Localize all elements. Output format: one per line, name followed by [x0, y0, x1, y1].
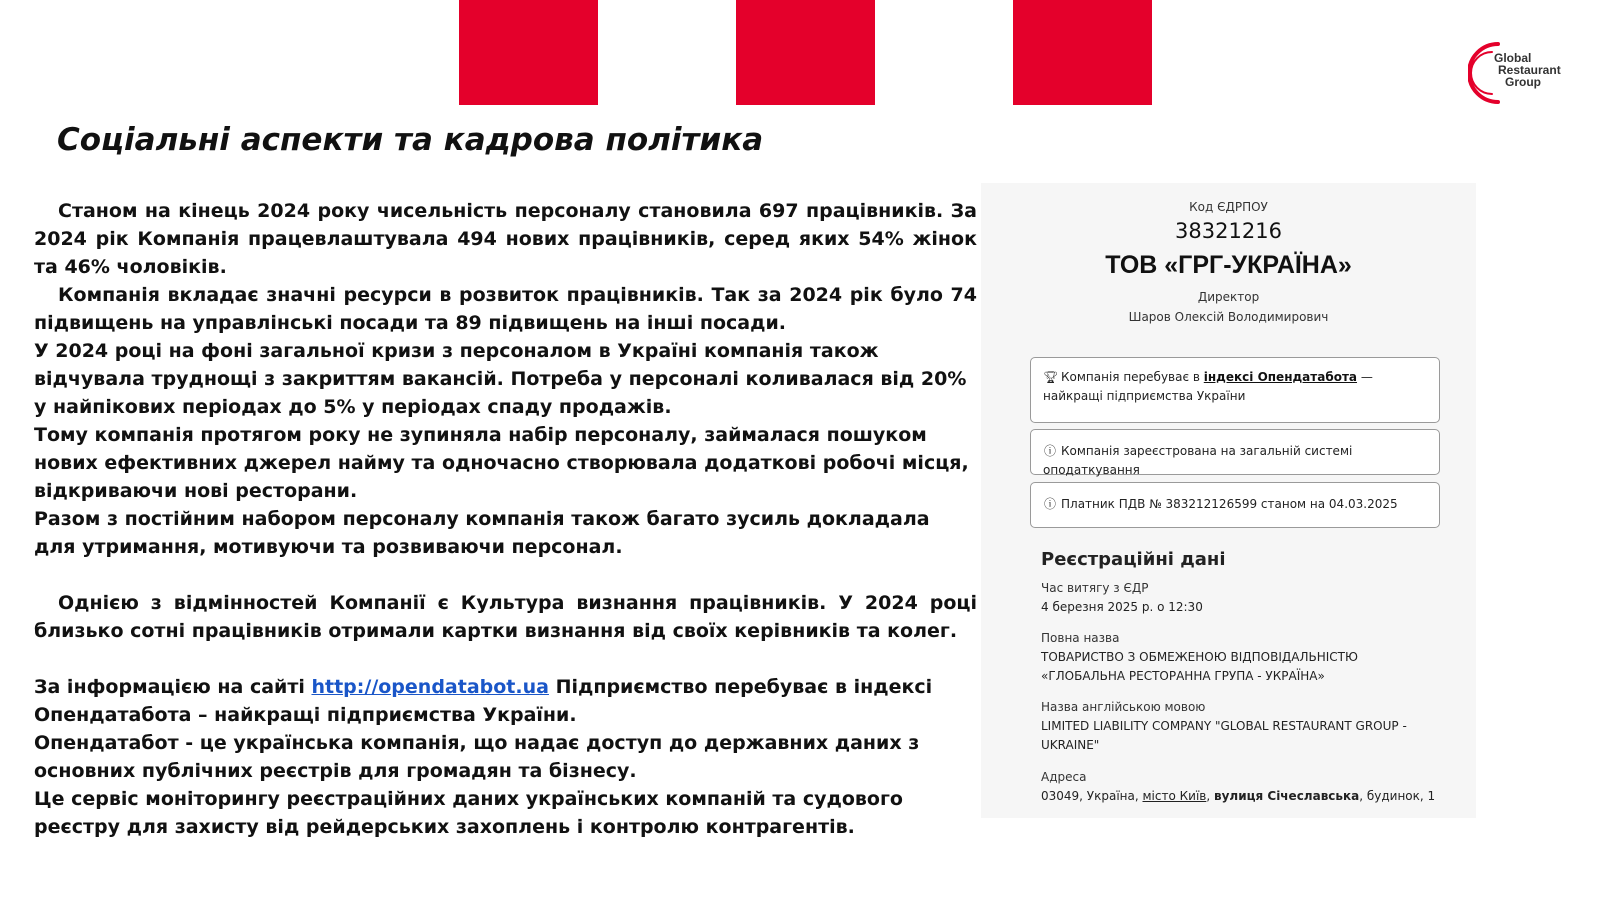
- company-registry-card: [981, 183, 1476, 818]
- opendatabot-index-link[interactable]: індексі Опендатабота: [1203, 370, 1358, 384]
- field-label: Адреса: [1041, 770, 1087, 784]
- paragraph-crisis: У 2024 році на фоні загальної кризи з персоналом в Україні компанія також відчувала труднощі з закриттям вакансій. Потреба у персоналі коливалася від 20% у найпікових періодах до 5% у періодах спаду продажів.: [34, 340, 967, 418]
- paragraph-opendatabot-suffix: Підприємство перебуває в індексі Опендатабота – найкращі підприємства України.: [34, 676, 933, 726]
- field-label: Час витягу з ЄДР: [1041, 581, 1149, 595]
- field-value: [1041, 787, 1461, 806]
- address-city-link[interactable]: місто Київ: [1142, 789, 1207, 803]
- notice-vat-payer: [1030, 482, 1440, 528]
- logo-line-1: Global: [1494, 51, 1532, 65]
- notice-opendatabot-index: [1030, 357, 1440, 423]
- notice-text-pre: Компанія перебуває в: [1061, 370, 1204, 384]
- field-label: Повна назва: [1041, 631, 1120, 645]
- logo-wordmark: [1494, 52, 1578, 88]
- edrpou-code: 38321216: [1175, 219, 1282, 243]
- field-address: [1041, 768, 1461, 806]
- paragraph-retention: Разом з постійним набором персоналу компанія також багато зусиль докладала для утримання, мотивуючи та розвиваючи персонал.: [34, 508, 930, 558]
- paragraph-opendatabot-prefix: За інформацією на сайті: [34, 676, 312, 698]
- address-prefix: 03049, Україна,: [1041, 789, 1143, 803]
- page-title: Соціальні аспекти та кадрова політика: [57, 122, 764, 158]
- paragraph-staff-count: Станом на кінець 2024 року чисельність персоналу становила 697 працівників. За 2024 рік Компанія працевлаштувала 494 нових працівників, серед яких 54% жінок та 46% чоловіків.: [34, 200, 977, 278]
- global-restaurant-group-logo: [1468, 40, 1578, 108]
- address-building: , будинок, 1: [1359, 789, 1436, 803]
- address-street: вулиця Січеславська: [1214, 789, 1360, 803]
- info-icon: ⓘ: [1043, 444, 1056, 458]
- field-english-name: [1041, 698, 1461, 755]
- info-icon: ⓘ: [1043, 497, 1056, 511]
- trophy-icon: 🏆︎: [1043, 370, 1059, 384]
- field-label: Назва англійською мовою: [1041, 700, 1206, 714]
- red-header-block-3: [1013, 0, 1152, 105]
- field-value-line-2: UKRAINE": [1041, 738, 1100, 752]
- director-name: Шаров Олексій Володимирович: [1128, 310, 1329, 324]
- spacer: [34, 645, 977, 673]
- paragraph-opendatabot-service: Це сервіс моніторингу реєстраційних даних українських компаній та судового реєстру для захисту від рейдерських захоплень і контролю контрагентів.: [34, 788, 903, 838]
- edrpou-label: Код ЄДРПОУ: [1189, 200, 1268, 214]
- registration-data-heading: Реєстраційні дані: [1041, 549, 1226, 570]
- address-separator: ,: [1206, 789, 1214, 803]
- main-text: [34, 197, 977, 841]
- field-value: 4 березня 2025 р. о 12:30: [1041, 600, 1203, 614]
- notice-text-post: — найкращі підприємства України: [1043, 370, 1373, 403]
- opendatabot-link[interactable]: http://opendatabot.ua: [311, 676, 549, 698]
- paragraph-hiring: Тому компанія протягом року не зупиняла набір персоналу, займалася пошуком нових ефективних джерел найму та одночасно створювала додаткові робочі місця, відкриваючи нові ресторани.: [34, 424, 969, 502]
- notice-text: Платник ПДВ № 383212126599 станом на 04.03.2025: [1061, 497, 1398, 511]
- paragraph-opendatabot-index: [34, 673, 977, 729]
- field-value-line-2: «ГЛОБАЛЬНА РЕСТОРАННА ГРУПА - УКРАЇНА»: [1041, 669, 1325, 683]
- paragraph-opendatabot-about: Опендатабот - це українська компанія, що надає доступ до державних даних з основних публічних реєстрів для громадян та бізнесу.: [34, 732, 920, 782]
- field-value-line-1: ТОВАРИСТВО З ОБМЕЖЕНОЮ ВІДПОВІДАЛЬНІСТЮ: [1041, 650, 1358, 664]
- spacer: [34, 561, 977, 589]
- notice-text: Компанія зареєстрована на загальній системі оподаткування: [1043, 444, 1353, 477]
- logo-line-3: Group: [1505, 75, 1541, 89]
- paragraph-development: Компанія вкладає значні ресурси в розвиток працівників. Так за 2024 рік було 74 підвищень на управлінські посади та 89 підвищень на інші посади.: [34, 284, 977, 334]
- red-header-block-1: [459, 0, 598, 105]
- director-label: Директор: [1197, 290, 1260, 304]
- paragraph-recognition: Однією з відмінностей Компанії є Культура визнання працівників. У 2024 році близько сотні працівників отримали картки визнання від своїх керівників та колег.: [34, 592, 977, 642]
- red-header-block-2: [736, 0, 875, 105]
- field-full-name: [1041, 629, 1461, 686]
- field-value-line-1: LIMITED LIABILITY COMPANY "GLOBAL RESTAURANT GROUP -: [1041, 719, 1407, 733]
- logo-line-2: Restaurant: [1498, 63, 1561, 77]
- company-name: ТОВ «ГРГ-УКРАЇНА»: [1105, 251, 1352, 279]
- notice-tax-system: [1030, 429, 1440, 475]
- field-extract-time: [1041, 579, 1461, 617]
